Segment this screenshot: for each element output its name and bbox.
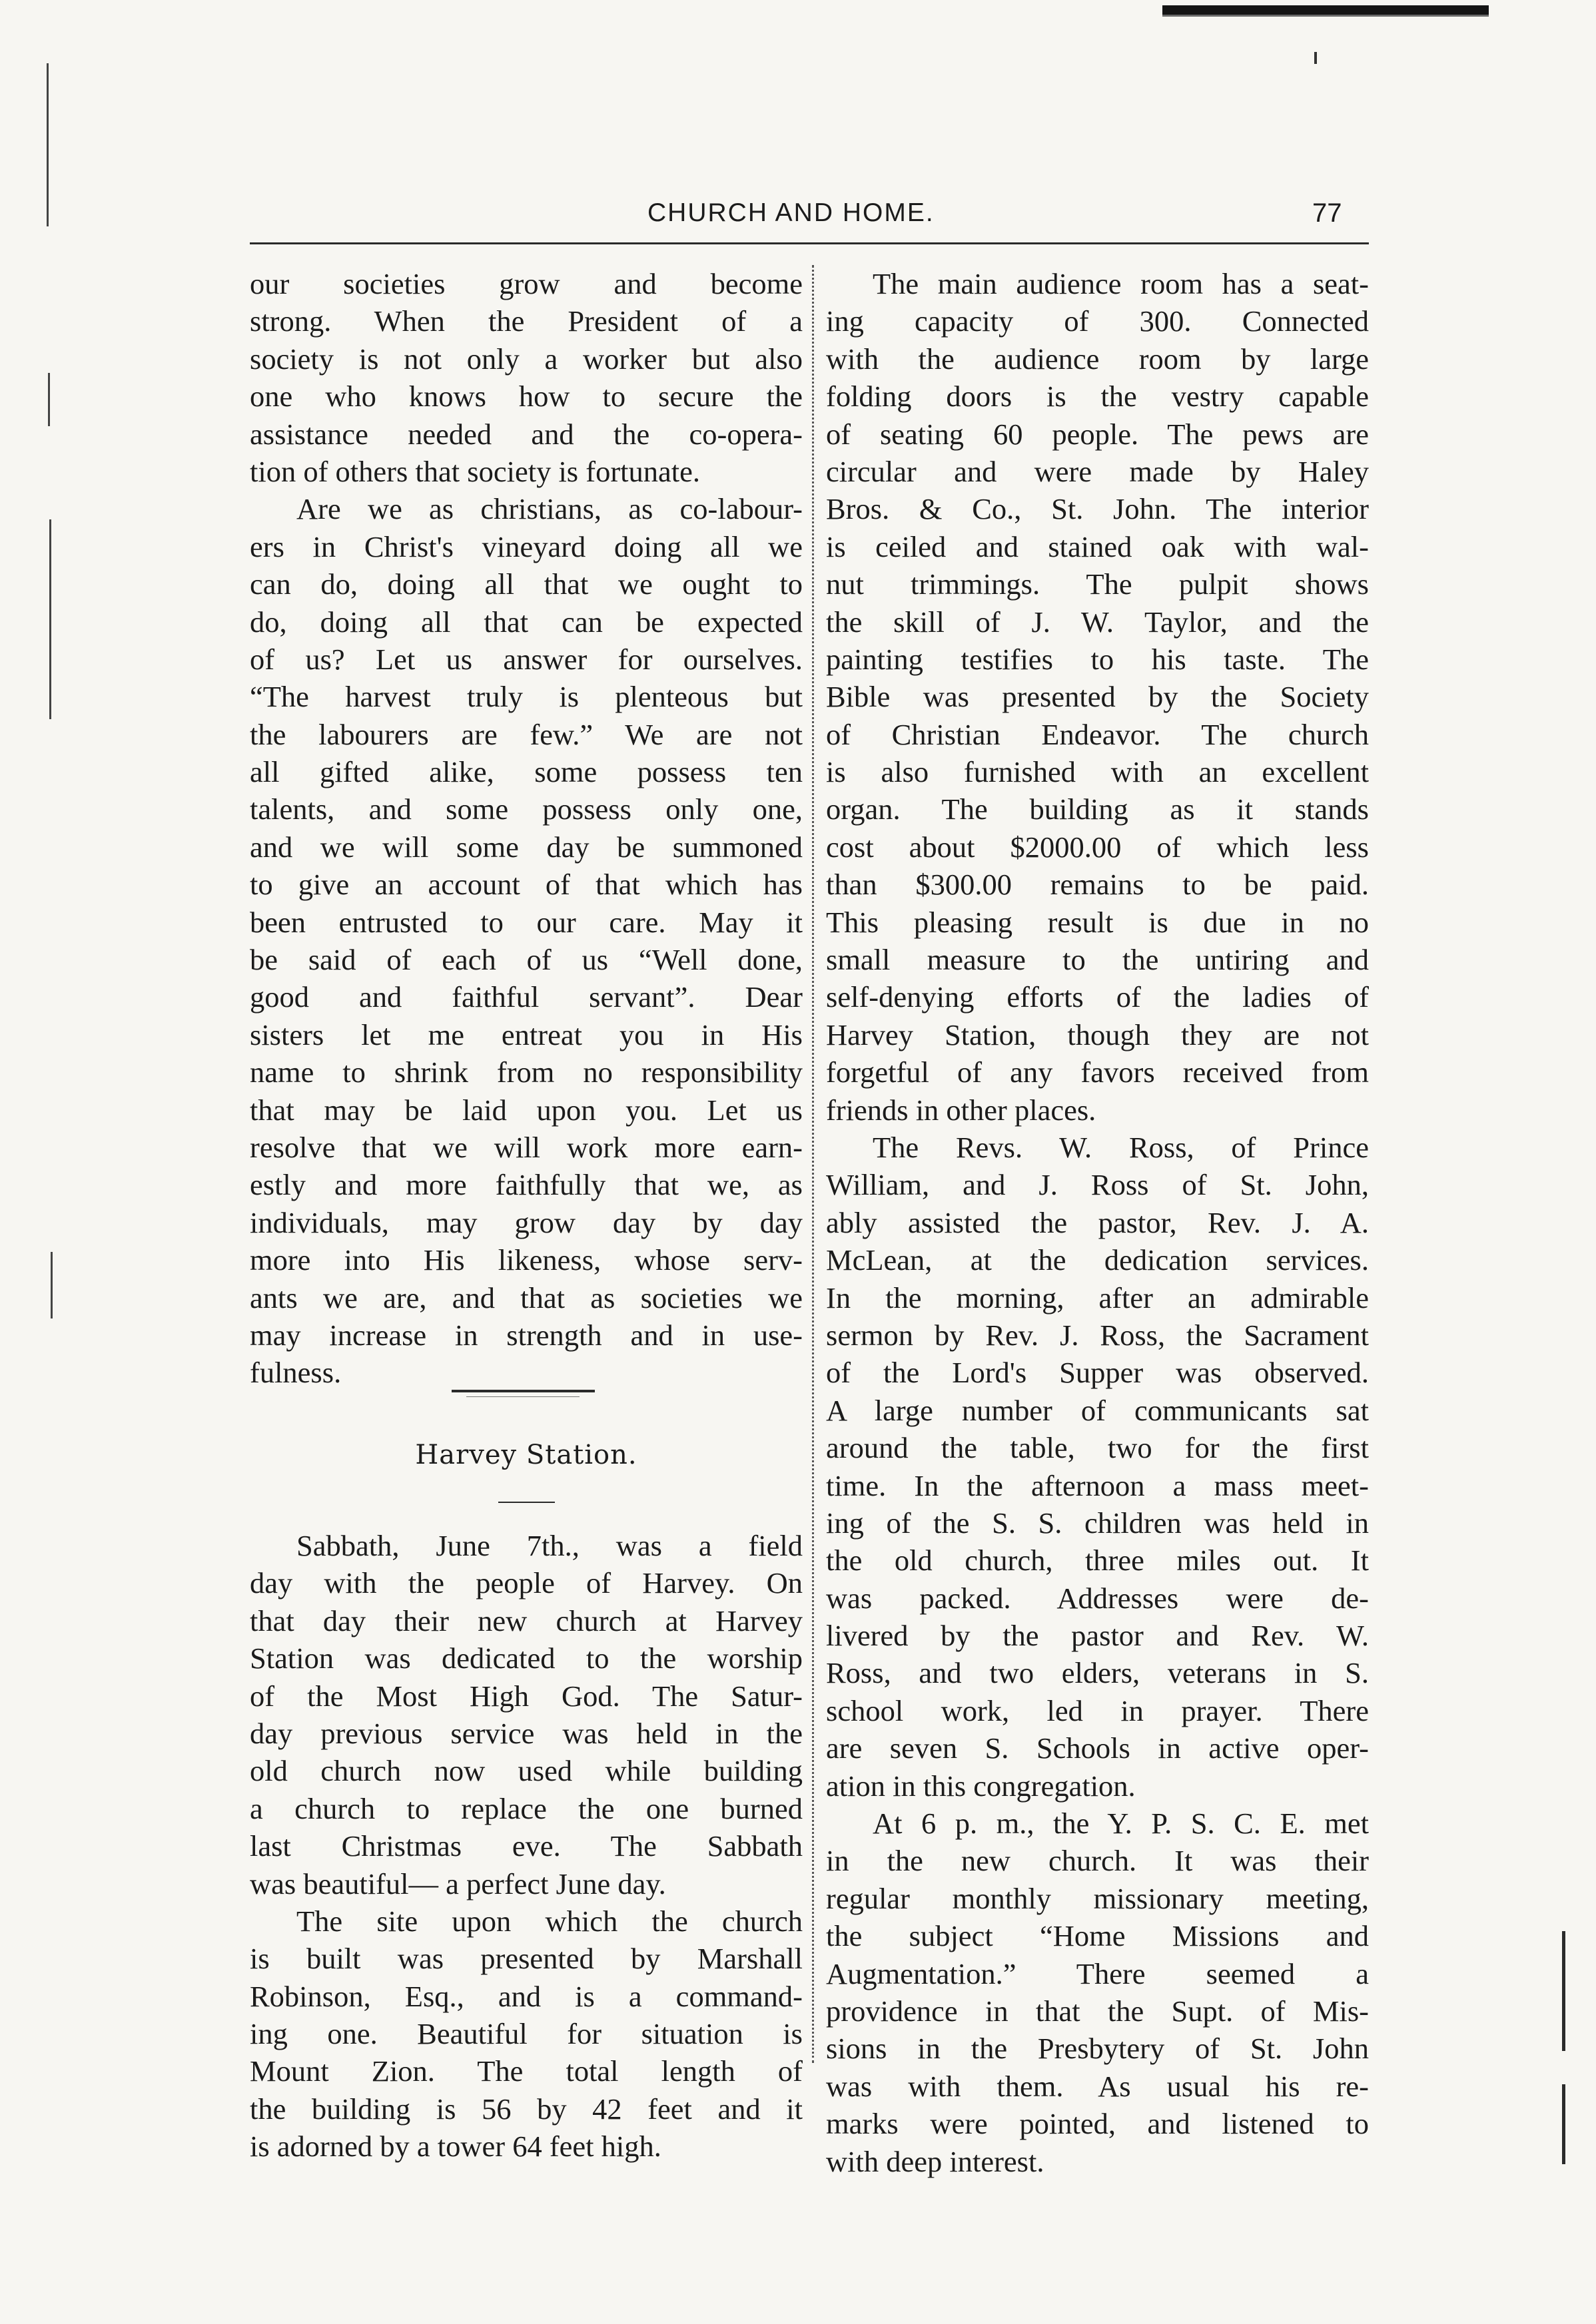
text-line: was with them. As usual his re- [826,2069,1369,2103]
text-line: regular monthly missionary meeting, [826,1881,1369,1915]
text-line: is built was presented by Marshall [250,1942,803,1976]
page-number: 77 [1312,198,1342,228]
text-line: may increase in strength and in use- [250,1318,803,1352]
text-line: Bible was presented by the Society [826,680,1369,714]
text-line: of the Most High God. The Satur- [250,1679,803,1713]
heading-underline [498,1502,555,1503]
text-line: painting testifies to his taste. The [826,642,1369,676]
text-line: resolve that we will work more earn- [250,1130,803,1164]
text-line: are seven S. Schools in active oper- [826,1731,1369,1765]
text-line: talents, and some possess only one, [250,792,803,826]
text-line: forgetful of any favors received from [826,1055,1369,1089]
left-margin-mark [47,63,49,226]
text-line: The Revs. W. Ross, of Prince [873,1130,1369,1164]
text-line: ing of the S. S. children was held in [826,1506,1369,1540]
text-line: was packed. Addresses were de- [826,1581,1369,1615]
text-line: Bros. & Co., St. John. The interior [826,492,1369,526]
text-line: providence in that the Supt. of Mis- [826,1994,1369,2028]
text-line: can do, doing all that we ought to [250,567,803,601]
text-line: Mount Zion. The total length of [250,2054,803,2088]
text-line: Harvey Station, though they are not [826,1017,1369,1051]
text-line: This pleasing result is due in no [826,905,1369,939]
text-line: more into His likeness, whose serv- [250,1243,803,1277]
text-line: livered by the pastor and Rev. W. [826,1619,1369,1653]
left-column-top [250,265,803,1392]
text-line: sions in the Presbytery of St. John [826,2032,1369,2066]
running-title: CHURCH AND HOME. [647,198,935,227]
text-line: been entrusted to our care. May it [250,905,803,939]
text-line: cost about $2000.00 of which less [826,830,1369,864]
text-line: “The harvest truly is plenteous but [250,680,803,714]
text-line: ants we are, and that as societies we [250,1281,803,1314]
text-line: society is not only a worker but also [250,342,803,376]
right-edge-mark [1562,1931,1565,2051]
column-gutter-rule [812,265,814,2063]
text-line: day previous service was held in the [250,1716,803,1750]
text-line: of seating 60 people. The pews are [826,417,1369,451]
text-line: strong. When the President of a [250,304,803,338]
text-line: of Christian Endeavor. The church [826,717,1369,751]
text-line: marks were pointed, and listened to [826,2107,1369,2141]
text-line: ers in Christ's vineyard doing all we [250,529,803,563]
text-line: small measure to the untiring and [826,943,1369,977]
text-line: estly and more faithfully that we, as [250,1168,803,1202]
right-edge-mark [1562,2084,1565,2164]
corner-scan-mark [1314,52,1317,64]
text-line: is also furnished with an excellent [826,755,1369,789]
text-line: fulness. [250,1356,342,1390]
text-line: our societies grow and become [250,267,803,300]
text-line: the skill of J. W. Taylor, and the [826,605,1369,639]
text-line: McLean, at the dedication services. [826,1243,1369,1277]
text-line: ing capacity of 300. Connected [826,304,1369,338]
text-line: A large number of communicants sat [826,1393,1369,1427]
text-line: is ceiled and stained oak with wal- [826,529,1369,563]
text-line: was beautiful— a perfect June day. [250,1867,666,1900]
text-line: organ. The building as it stands [826,792,1369,826]
text-line: sisters let me entreat you in His [250,1017,803,1051]
text-line: in the new church. It was their [826,1844,1369,1878]
text-line: day with the people of Harvey. On [250,1566,803,1600]
right-column [826,265,1369,2180]
text-line: Sabbath, June 7th., was a field [296,1529,803,1562]
top-scan-rule [1162,5,1489,15]
text-line: last Christmas eve. The Sabbath [250,1829,803,1863]
text-line: the building is 56 by 42 feet and it [250,2092,803,2126]
text-line: Ross, and two elders, veterans in S. [826,1656,1369,1690]
text-line: school work, led in prayer. There [826,1693,1369,1727]
text-line: around the table, two for the first [826,1431,1369,1465]
text-line: that day their new church at Harvey [250,1603,803,1637]
section-divider-thin [466,1396,580,1397]
text-line: with deep interest. [826,2144,1044,2178]
text-line: and we will some day be summoned [250,830,803,864]
text-line: tion of others that society is fortunate. [250,454,700,488]
text-line: of the Lord's Supper was observed. [826,1356,1369,1390]
text-line: all gifted alike, some possess ten [250,755,803,789]
text-line: the subject “Home Missions and [826,1919,1369,1953]
text-line: name to shrink from no responsibility [250,1055,803,1089]
text-line: to give an account of that which has [250,868,803,902]
text-line: folding doors is the vestry capable [826,380,1369,414]
text-line: William, and J. Ross of St. John, [826,1168,1369,1202]
text-line: The site upon which the church [296,1904,803,1938]
text-line: The main audience room has a seat- [873,267,1369,300]
text-line: At 6 p. m., the Y. P. S. C. E. met [873,1807,1369,1841]
text-line: than $300.00 remains to be paid. [826,868,1369,902]
text-line: that may be laid upon you. Let us [250,1093,803,1127]
text-line: of us? Let us answer for ourselves. [250,642,803,676]
text-line: self-denying efforts of the ladies of [826,980,1369,1014]
text-line: In the morning, after an admirable [826,1281,1369,1314]
text-line: Augmentation.” There seemed a [826,1956,1369,1990]
text-line: Robinson, Esq., and is a command- [250,1979,803,2013]
text-line: circular and were made by Haley [826,454,1369,488]
text-line: friends in other places. [826,1093,1096,1127]
text-line: sermon by Rev. J. Ross, the Sacrament [826,1318,1369,1352]
left-margin-mark [49,519,51,719]
text-line: assistance needed and the co-opera- [250,417,803,451]
text-line: ing one. Beautiful for situation is [250,2017,803,2051]
left-column-bottom [250,1527,803,2166]
text-line: the labourers are few.” We are not [250,717,803,751]
header-rule [250,242,1369,244]
text-line: a church to replace the one burned [250,1791,803,1825]
left-margin-mark [48,373,50,426]
text-line: be said of each of us “Well done, [250,943,803,977]
text-line: is adorned by a tower 64 feet high. [250,2130,661,2164]
text-line: ably assisted the pastor, Rev. J. A. [826,1205,1369,1239]
text-line: time. In the afternoon a mass meet- [826,1468,1369,1502]
section-heading: Harvey Station. [415,1440,637,1470]
text-line: nut trimmings. The pulpit shows [826,567,1369,601]
text-line: Station was dedicated to the worship [250,1641,803,1675]
text-line: ation in this congregation. [826,1769,1136,1803]
text-line: Are we as christians, as co-labour- [296,492,803,526]
text-line: one who knows how to secure the [250,380,803,414]
text-line: old church now used while building [250,1754,803,1788]
section-divider [452,1390,595,1392]
text-line: good and faithful servant”. Dear [250,980,803,1014]
text-line: do, doing all that can be expected [250,605,803,639]
top-scan-rule-thin [1162,15,1489,17]
text-line: individuals, may grow day by day [250,1205,803,1239]
text-line: with the audience room by large [826,342,1369,376]
text-line: the old church, three miles out. It [826,1544,1369,1578]
left-margin-mark [51,1252,53,1318]
